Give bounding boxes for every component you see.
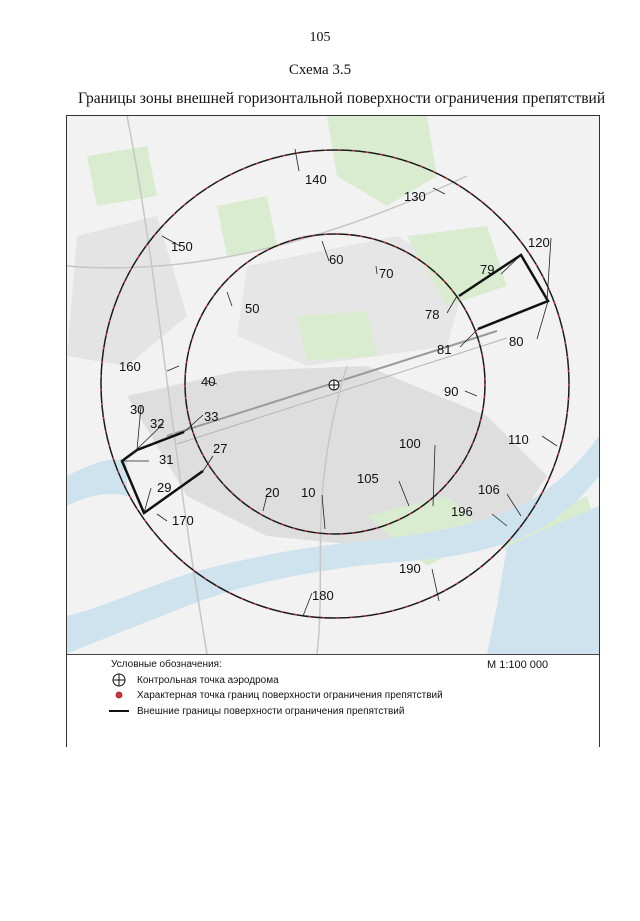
- point-label: 31: [159, 452, 174, 467]
- point-label: 60: [329, 252, 344, 267]
- legend-item: [109, 689, 443, 701]
- point-label: 160: [119, 359, 141, 374]
- legend-item: [109, 705, 404, 717]
- point-label: 100: [399, 436, 421, 451]
- map-scale: М 1:100 000: [487, 659, 549, 671]
- point-label: 29: [157, 480, 172, 495]
- map-frame: [66, 115, 600, 747]
- legend-label: Внешние границы поверхности ограничения препятствий: [137, 705, 405, 717]
- point-label: 130: [404, 189, 426, 204]
- map-canvas[interactable]: [67, 116, 599, 654]
- point-label: 79: [480, 262, 495, 277]
- point-label: 106: [478, 482, 500, 497]
- page-number: 105: [309, 30, 331, 45]
- crosshair-circle-icon: [109, 674, 129, 686]
- legend: [67, 654, 599, 747]
- black-line-icon: [109, 705, 129, 717]
- scheme-title: Схема 3.5: [288, 62, 352, 78]
- point-label: 170: [172, 513, 194, 528]
- point-label: 150: [171, 239, 193, 254]
- point-label: 32: [150, 416, 165, 431]
- point-label: 90: [444, 384, 459, 399]
- point-label: 78: [425, 307, 440, 322]
- red-dot-icon: [109, 689, 129, 701]
- point-label: 20: [265, 485, 280, 500]
- legend-label: Характерная точка границ поверхности ограничения препятствий: [137, 689, 443, 701]
- point-label: 30: [130, 402, 145, 417]
- airport-control-point[interactable]: [329, 380, 339, 390]
- point-label: 33: [204, 409, 219, 424]
- point-label: 27: [213, 441, 228, 456]
- point-label: 196: [451, 504, 473, 519]
- legend-label: Контрольная точка аэродрома: [137, 674, 279, 686]
- point-label: 190: [399, 561, 421, 576]
- point-label: 140: [305, 172, 327, 187]
- legend-title: Условные обозначения:: [111, 659, 222, 670]
- map-caption: Границы зоны внешней горизонтальной поверхности ограничения препятствий: [78, 90, 606, 107]
- point-label: 70: [379, 266, 394, 281]
- point-label: 105: [357, 471, 379, 486]
- point-label: 50: [245, 301, 260, 316]
- point-label: 10: [301, 485, 316, 500]
- point-label: 81: [437, 342, 452, 357]
- legend-item: [109, 674, 279, 686]
- point-label: 120: [528, 235, 550, 250]
- point-label: 180: [312, 588, 334, 603]
- point-label: 40: [201, 374, 216, 389]
- point-label: 110: [508, 432, 529, 447]
- point-label: 80: [509, 334, 524, 349]
